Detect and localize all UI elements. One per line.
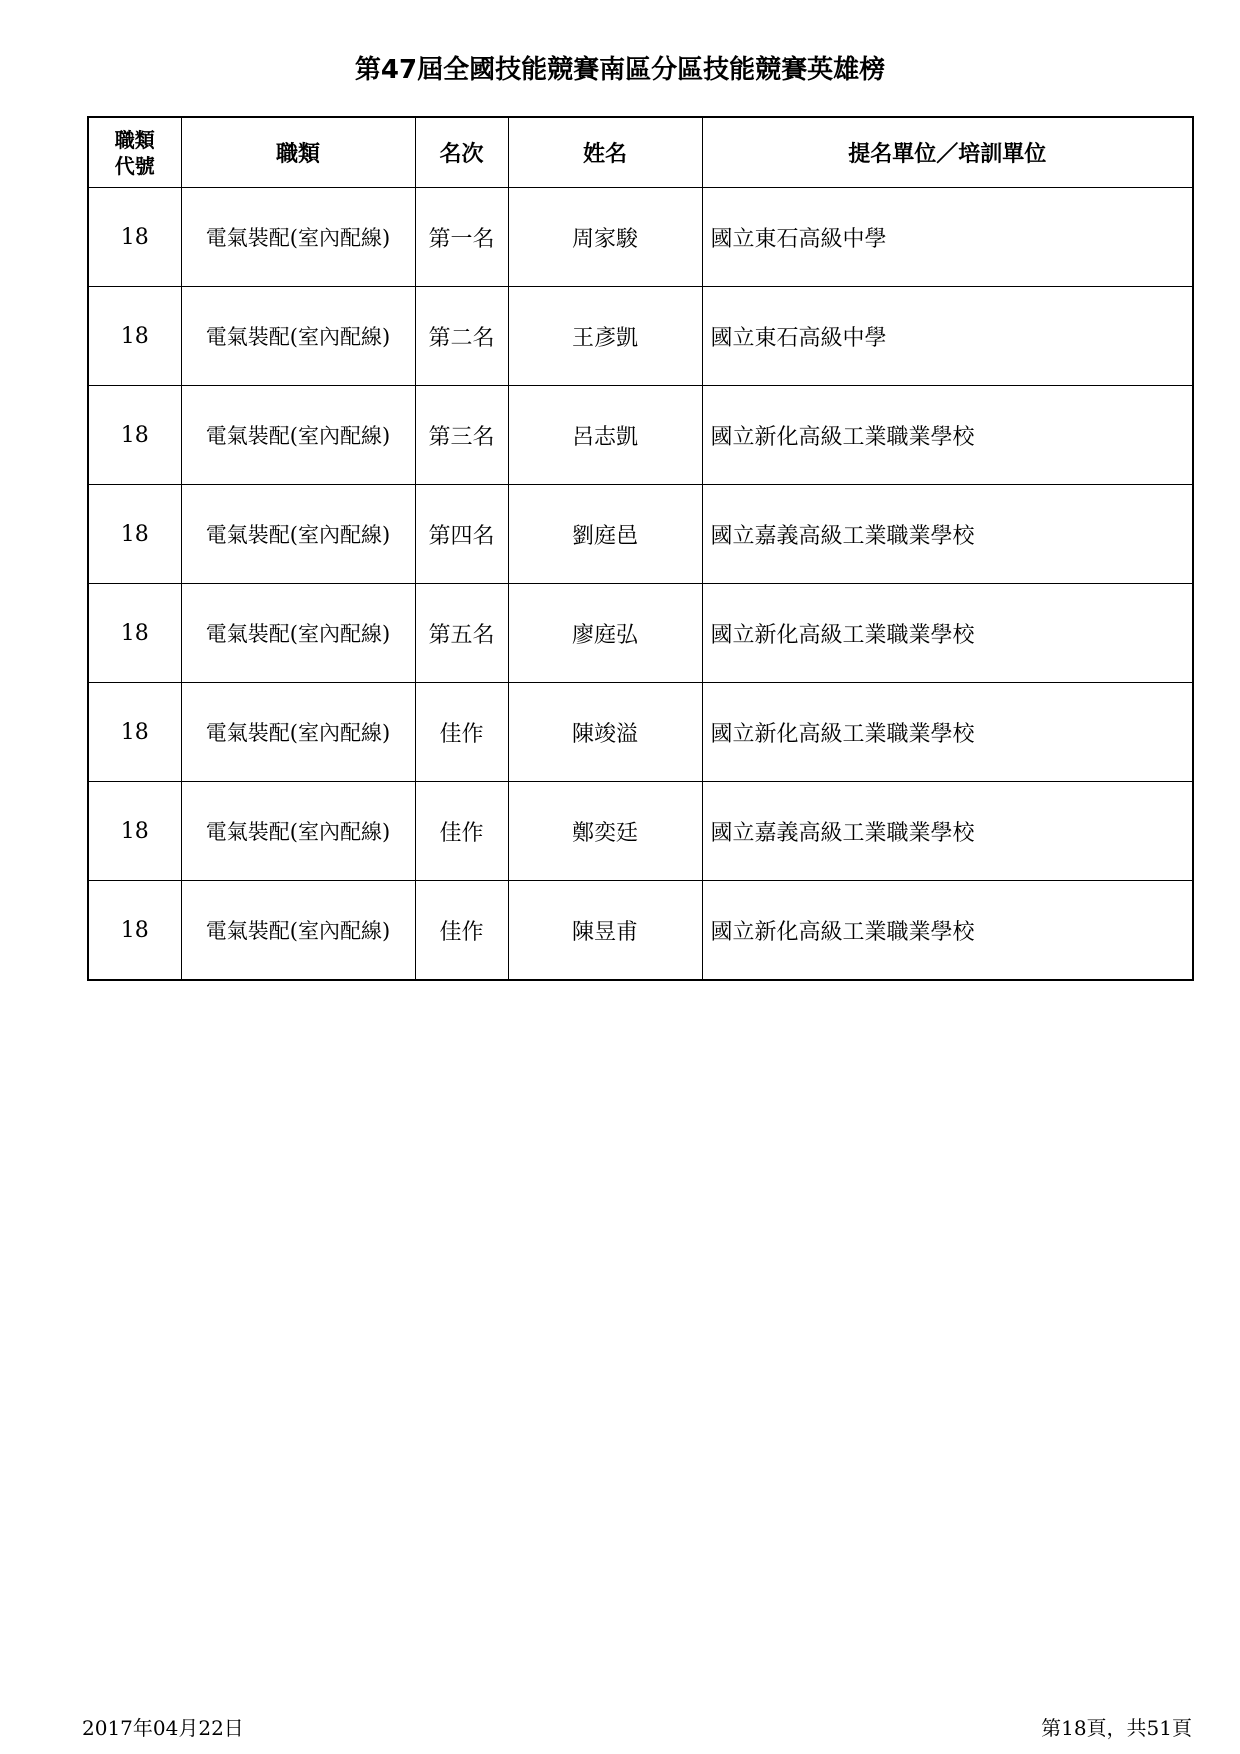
cell-rank: 第二名 [415, 287, 508, 386]
cell-rank: 佳作 [415, 782, 508, 881]
cell-category: 電氣裝配(室內配線) [181, 881, 415, 981]
cell-name: 廖庭弘 [508, 584, 702, 683]
cell-code: 18 [88, 386, 181, 485]
table-row [88, 485, 1193, 584]
cell-code: 18 [88, 881, 181, 981]
header-rank: 名次 [415, 117, 508, 188]
hero-roster-table [87, 116, 1194, 981]
table-row [88, 584, 1193, 683]
cell-code: 18 [88, 584, 181, 683]
cell-rank: 第一名 [415, 188, 508, 287]
cell-unit: 國立嘉義高級工業職業學校 [702, 485, 1193, 584]
cell-name: 周家駿 [508, 188, 702, 287]
table-row [88, 782, 1193, 881]
cell-code: 18 [88, 485, 181, 584]
header-code-line2: 代號 [114, 153, 155, 178]
cell-category: 電氣裝配(室內配線) [181, 287, 415, 386]
cell-unit: 國立嘉義高級工業職業學校 [702, 782, 1193, 881]
cell-code: 18 [88, 287, 181, 386]
cell-name: 呂志凱 [508, 386, 702, 485]
cell-name: 王彥凱 [508, 287, 702, 386]
cell-unit: 國立新化高級工業職業學校 [702, 386, 1193, 485]
cell-category: 電氣裝配(室內配線) [181, 683, 415, 782]
cell-rank: 第四名 [415, 485, 508, 584]
footer-page-number: 第18頁，共51頁 [1041, 1716, 1192, 1740]
cell-category: 電氣裝配(室內配線) [181, 188, 415, 287]
cell-rank: 佳作 [415, 881, 508, 981]
cell-unit: 國立新化高級工業職業學校 [702, 683, 1193, 782]
table-row [88, 683, 1193, 782]
header-code-line1: 職類 [114, 127, 155, 152]
cell-category: 電氣裝配(室內配線) [181, 386, 415, 485]
cell-code: 18 [88, 782, 181, 881]
table-row [88, 188, 1193, 287]
cell-unit: 國立東石高級中學 [702, 188, 1193, 287]
cell-category: 電氣裝配(室內配線) [181, 485, 415, 584]
header-category-code [88, 117, 181, 188]
cell-category: 電氣裝配(室內配線) [181, 782, 415, 881]
cell-unit: 國立新化高級工業職業學校 [702, 881, 1193, 981]
header-unit: 提名單位／培訓單位 [702, 117, 1193, 188]
cell-category: 電氣裝配(室內配線) [181, 584, 415, 683]
header-name: 姓名 [508, 117, 702, 188]
cell-name: 陳昱甫 [508, 881, 702, 981]
cell-unit: 國立新化高級工業職業學校 [702, 584, 1193, 683]
cell-code: 18 [88, 683, 181, 782]
footer-date: 2017年04月22日 [82, 1716, 244, 1740]
cell-rank: 第三名 [415, 386, 508, 485]
table-row [88, 287, 1193, 386]
cell-rank: 佳作 [415, 683, 508, 782]
cell-name: 陳竣溢 [508, 683, 702, 782]
table-row [88, 386, 1193, 485]
header-category: 職類 [181, 117, 415, 188]
cell-code: 18 [88, 188, 181, 287]
cell-rank: 第五名 [415, 584, 508, 683]
table-header-row [88, 117, 1193, 188]
table-row [88, 881, 1193, 981]
cell-name: 劉庭邑 [508, 485, 702, 584]
cell-name: 鄭奕廷 [508, 782, 702, 881]
cell-unit: 國立東石高級中學 [702, 287, 1193, 386]
page-title: 第47屆全國技能競賽南區分區技能競賽英雄榜 [354, 55, 886, 85]
